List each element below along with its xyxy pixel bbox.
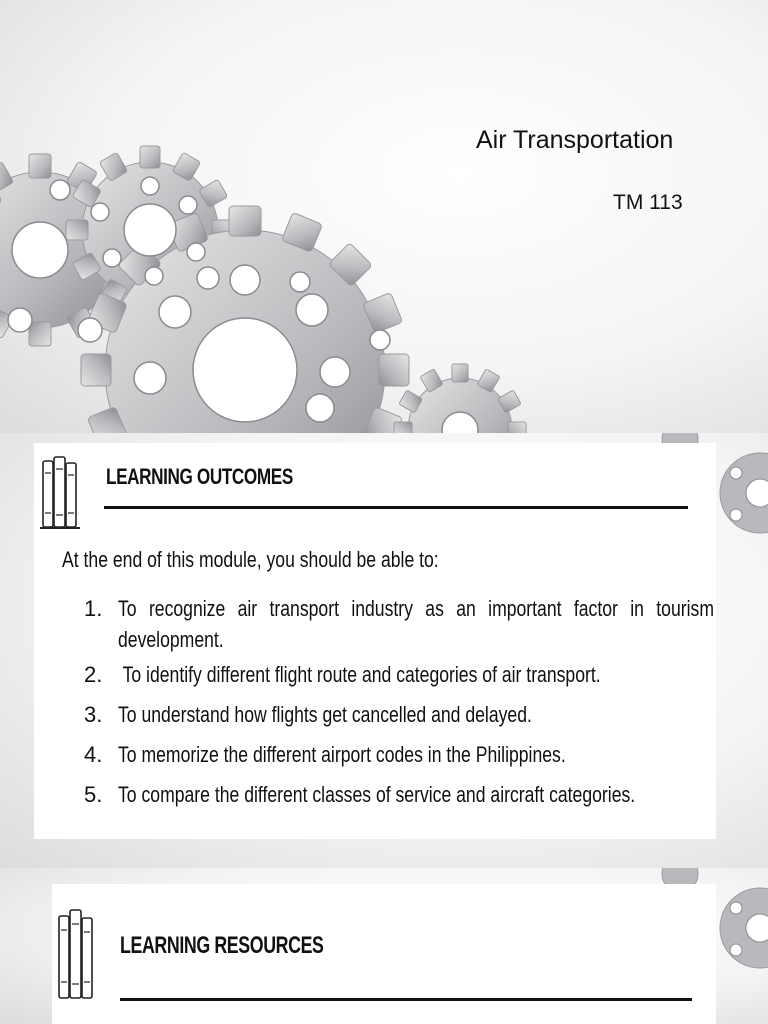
item-text: To recognize air transport industry as an important factor in tourism development. [118, 596, 714, 652]
outcomes-list [84, 593, 714, 819]
item-text: To identify different flight route and categories of air transport. [118, 662, 601, 687]
list-item [84, 699, 714, 730]
learning-outcomes-slide [0, 433, 768, 868]
intro-text: At the end of this module, you should be able to: [62, 547, 439, 572]
course-code: TM 113 [613, 191, 683, 214]
list-item [84, 593, 714, 655]
section-heading: LEARNING RESOURCES [120, 932, 324, 959]
item-text: To understand how flights get cancelled and delayed. [118, 702, 532, 727]
item-text: To memorize the different airport codes in the Philippines. [118, 742, 566, 767]
section-heading: LEARNING OUTCOMES [106, 464, 293, 489]
list-item [84, 739, 714, 770]
item-number: 4. [84, 742, 103, 767]
learning-resources-slide [0, 868, 768, 1024]
item-text: To compare the different classes of service and aircraft categories. [118, 782, 636, 807]
list-item [84, 779, 714, 810]
learning-resources-panel [52, 884, 716, 1024]
deck-title: Air Transportation [476, 126, 674, 154]
gears-graphic [0, 0, 560, 433]
heading-rule [120, 998, 692, 1001]
learning-outcomes-panel [34, 443, 716, 839]
list-item [84, 659, 714, 690]
title-slide [0, 0, 768, 433]
books-icon [56, 902, 100, 1002]
heading-rule [104, 506, 688, 509]
item-number: 5. [84, 782, 103, 807]
books-icon [40, 451, 84, 531]
item-number: 3. [84, 702, 103, 727]
item-number: 1. [84, 596, 103, 621]
item-number: 2. [84, 662, 103, 687]
